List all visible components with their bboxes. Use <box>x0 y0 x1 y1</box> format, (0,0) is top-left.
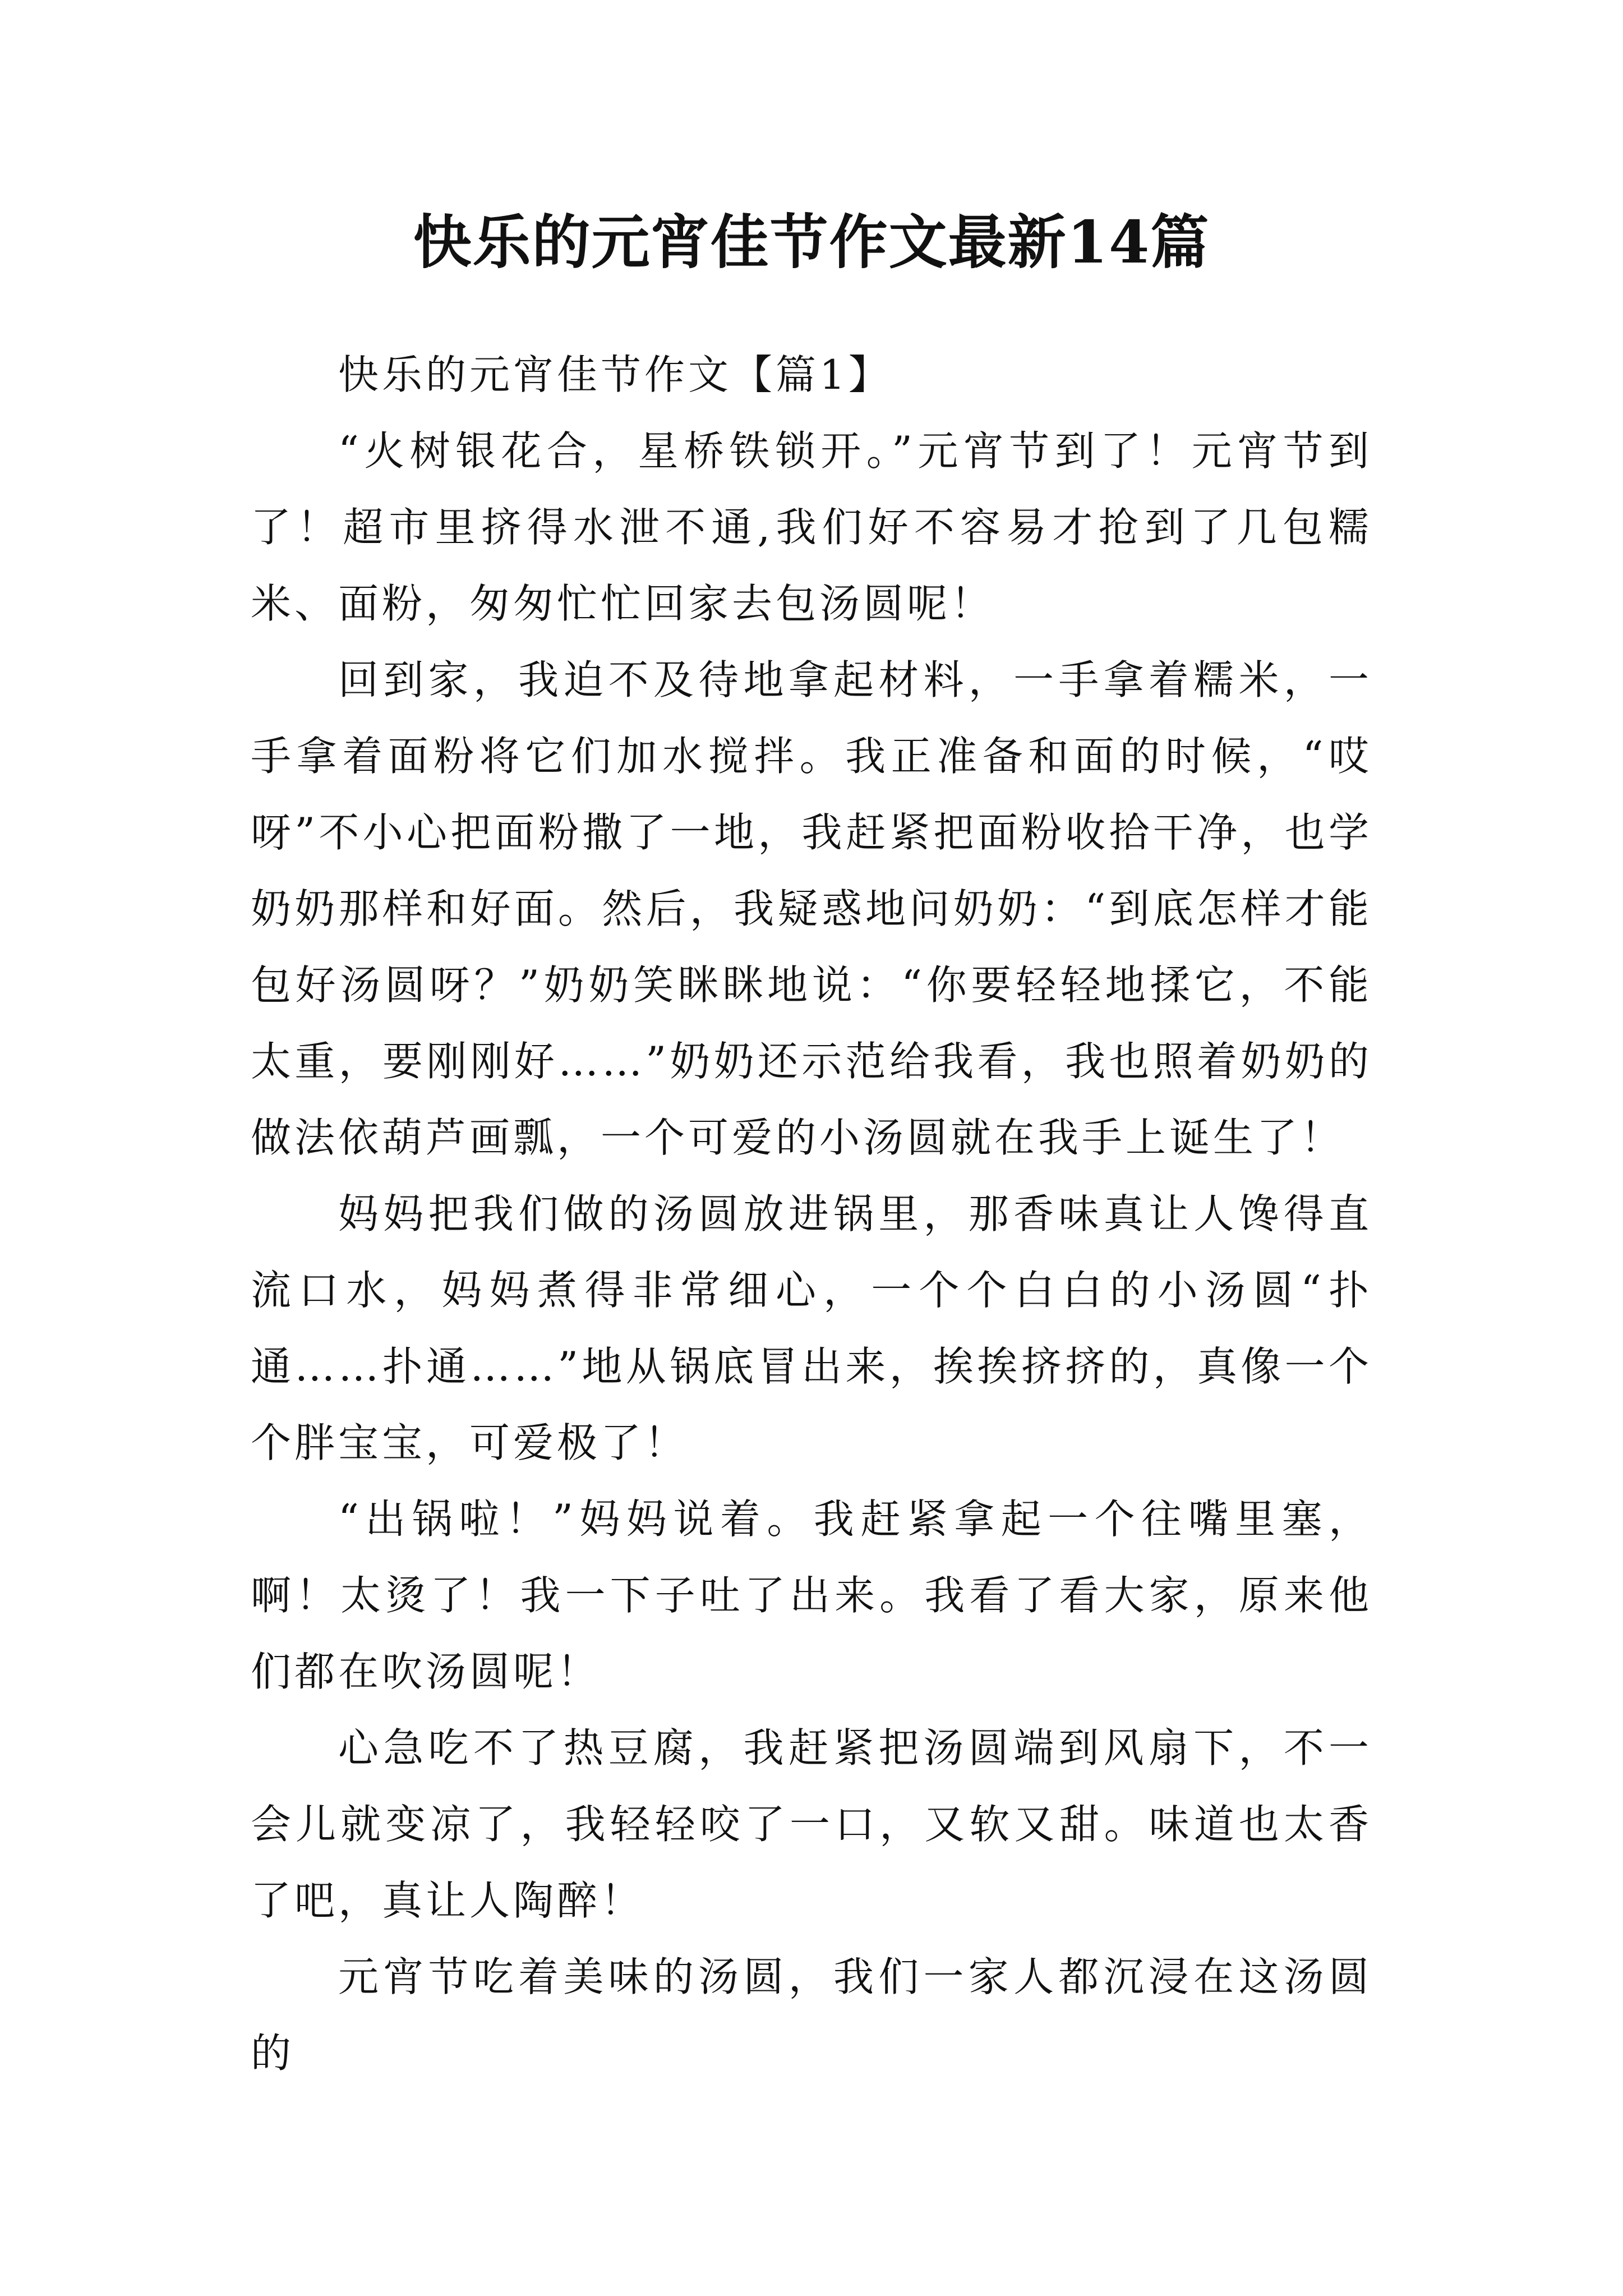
paragraph-3: 妈妈把我们做的汤圆放进锅里，那香味真让人馋得直流口水，妈妈煮得非常细心，一个个白白的小汤圆“扑通……扑通……”地从锅底冒出来，挨挨挤挤的，真像一个个胖宝宝，可爱极了！ <box>251 1190 1372 1466</box>
paragraph-2: 回到家，我迫不及待地拿起材料，一手拿着糯米，一手拿着面粉将它们加水搅拌。我正准备和面的时候，“哎呀”不小心把面粉撒了一地，我赶紧把面粉收拾干净，也学奶奶那样和好面。然后，我疑惑地问奶奶：“到底怎样才能包好汤圆呀？”奶奶笑眯眯地说：“你要轻轻地揉它，不能太重，要刚刚好……”奶奶还示范给我看，我也照着奶奶的做法依葫芦画瓢，一个可爱的小汤圆就在我手上诞生了！ <box>251 656 1372 1161</box>
document-body <box>251 337 1372 2091</box>
paragraph-6: 元宵节吃着美味的汤圆，我们一家人都沉浸在这汤圆的 <box>251 1953 1372 2077</box>
paragraph-4: “出锅啦！”妈妈说着。我赶紧拿起一个往嘴里塞，啊！太烫了！我一下子吐了出来。我看了看大家，原来他们都在吹汤圆呢！ <box>251 1496 1372 1695</box>
document-title: 快乐的元宵佳节作文最新14篇 <box>413 208 1210 277</box>
paragraph-5: 心急吃不了热豆腐，我赶紧把汤圆端到风扇下，不一会儿就变凉了，我轻轻咬了一口，又软又甜。味道也太香了吧，真让人陶醉！ <box>251 1724 1372 1924</box>
paragraph-1: “火树银花合，星桥铁锁开。”元宵节到了！元宵节到了！超市里挤得水泄不通,我们好不容易才抢到了几包糯米、面粉，匆匆忙忙回家去包汤圆呢！ <box>251 427 1372 627</box>
section-heading: 快乐的元宵佳节作文【篇1】 <box>338 351 892 398</box>
